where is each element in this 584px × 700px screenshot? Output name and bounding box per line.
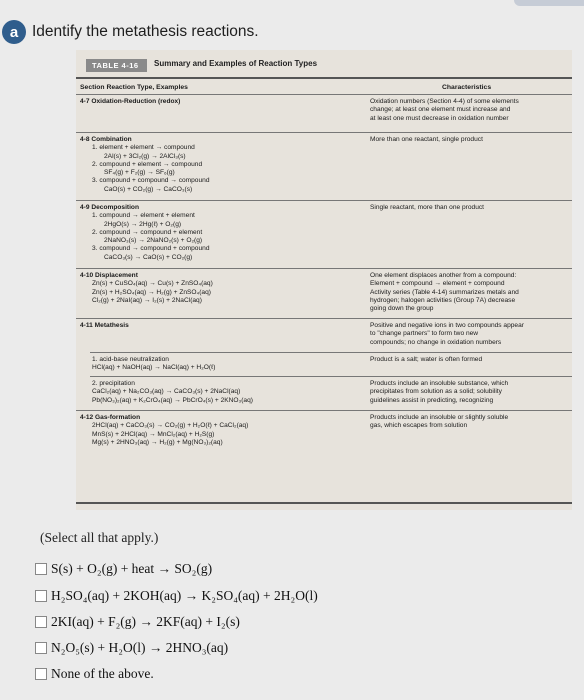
- table-header-left: Section Reaction Type, Examples: [80, 84, 188, 91]
- section-note: at least one must decrease in oxidation number: [370, 114, 509, 122]
- section-line: Zn(s) + CuSO₄(aq) → Cu(s) + ZnSO₄(aq): [92, 280, 213, 288]
- section-note: going down the group: [370, 305, 434, 313]
- section-line: 4-7 Oxidation-Reduction (redox): [80, 98, 181, 105]
- section-line: Mg(s) + 2HNO₃(aq) → H₂(g) + Mg(NO₃)₂(aq): [92, 438, 223, 446]
- section-divider: [76, 268, 572, 269]
- section-line: 4-11 Metathesis: [80, 322, 129, 329]
- section-note: to "change partners" to form two new: [370, 330, 479, 338]
- option-label: None of the above.: [51, 666, 154, 681]
- section-line: 3. compound → compound + compound: [92, 245, 210, 253]
- select-all-instruction: (Select all that apply.): [40, 530, 159, 545]
- question-text: Identify the metathesis reactions.: [32, 23, 259, 40]
- section-divider: [76, 132, 572, 133]
- section-note: Single reactant, more than one product: [370, 204, 484, 211]
- option-label: N₂O₅(s) + H₂O(l) → 2HNO₃(aq): [51, 640, 229, 655]
- answer-option-3[interactable]: [35, 614, 240, 630]
- section-note: gas, which escapes from solution: [370, 422, 468, 430]
- section-note: Product is a salt; water is often formed: [370, 356, 483, 363]
- header-divider: [76, 94, 572, 95]
- table-bottom-rule: [76, 502, 572, 504]
- section-note: Oxidation numbers (Section 4-4) of some elements: [370, 98, 519, 105]
- answer-option-5[interactable]: [35, 666, 154, 682]
- checkbox[interactable]: [35, 563, 47, 575]
- section-note: One element displaces another from a compound:: [370, 272, 517, 279]
- answer-option-4[interactable]: [35, 640, 228, 656]
- section-note: More than one reactant, single product: [370, 136, 483, 143]
- checkbox[interactable]: [35, 668, 47, 680]
- section-line: 1. acid-base neutralization: [92, 356, 169, 363]
- option-label: S(s) + O₂(g) + heat → SO₂(g): [51, 561, 213, 576]
- section-line: 3. compound + compound → compound: [92, 177, 210, 185]
- answer-option-1[interactable]: [35, 561, 212, 577]
- section-line: Cl₂(g) + 2NaI(aq) → I₂(s) + 2NaCl(aq): [92, 296, 202, 304]
- section-line: 2. compound → compound + element: [92, 228, 203, 236]
- top-bar: [0, 0, 584, 10]
- section-line: 2HgO(s) → 2Hg(ℓ) + O₂(g): [104, 220, 182, 228]
- checkbox[interactable]: [35, 590, 47, 602]
- table-label: TABLE 4-16: [86, 59, 147, 72]
- section-note: precipitates from solution as a solid; solubility: [370, 388, 502, 396]
- section-line: 2Al(s) + 3Cl₂(g) → 2AlCl₃(s): [104, 152, 186, 160]
- section-note: Products include an insoluble substance, which: [370, 380, 509, 387]
- question-header: [2, 20, 259, 44]
- question-part-badge: a: [2, 20, 26, 44]
- section-note: guidelines assist in predicting, recognizing: [370, 396, 494, 404]
- section-divider: [90, 376, 572, 377]
- top-bar-accent: [514, 0, 584, 6]
- section-line: SF₄(g) + F₂(g) → SF₆(g): [104, 169, 175, 177]
- section-line: Zn(s) + H₂SO₄(aq) → H₂(g) + ZnSO₄(aq): [92, 288, 211, 296]
- section-divider: [76, 318, 572, 319]
- section-note: compounds; no change in oxidation numbers: [370, 338, 502, 346]
- section-line: 4-9 Decomposition: [80, 204, 139, 211]
- section-line: 2. compound + element → compound: [92, 160, 203, 168]
- section-divider: [90, 352, 572, 353]
- section-line: CaCl₂(aq) + Na₂CO₃(aq) → CaCO₃(s) + 2NaCl(aq): [92, 388, 241, 396]
- section-divider: [76, 200, 572, 201]
- section-note: Products include an insoluble or slightly soluble: [370, 414, 509, 421]
- section-line: Pb(NO₃)₂(aq) + K₂CrO₄(aq) → PbCrO₄(s) + 2KNO₃(aq): [92, 396, 253, 404]
- section-note: Positive and negative ions in two compounds appear: [370, 322, 524, 329]
- section-note: hydrogen; halogen activities (Group 7A) decrease: [370, 296, 516, 304]
- section-line: 2. precipitation: [92, 380, 135, 387]
- section-line: 2HCl(aq) + CaCO₃(s) → CO₂(g) + H₂O(ℓ) + CaCl₂(aq): [92, 422, 249, 430]
- section-line: 2NaNO₃(s) → 2NaNO₂(s) + O₂(g): [104, 237, 203, 245]
- checkbox[interactable]: [35, 642, 47, 654]
- section-line: MnS(s) + 2HCl(aq) → MnCl₂(aq) + H₂S(g): [92, 430, 215, 438]
- section-divider: [76, 410, 572, 411]
- section-note: Element + compound → element + compound: [370, 280, 505, 288]
- section-note: change; at least one element must increase and: [370, 106, 511, 114]
- section-line: 1. compound → element + element: [92, 212, 195, 220]
- table-title: Summary and Examples of Reaction Types: [154, 59, 318, 68]
- section-line: 4-10 Displacement: [80, 272, 138, 279]
- section-line: CaCO₃(s) → CaO(s) + CO₂(g): [104, 253, 193, 261]
- section-line: 4-12 Gas-formation: [80, 414, 141, 421]
- section-line: 1. element + element → compound: [92, 144, 195, 152]
- section-line: HCl(aq) + NaOH(aq) → NaCl(aq) + H₂O(ℓ): [92, 364, 216, 372]
- section-note: Activity series (Table 4-14) summarizes metals and: [370, 288, 519, 296]
- checkbox[interactable]: [35, 616, 47, 628]
- table-top-rule: [76, 77, 572, 79]
- section-line: 4-8 Combination: [80, 136, 132, 143]
- reaction-types-table-image: [76, 50, 572, 510]
- option-label: H₂SO₄(aq) + 2KOH(aq) → K₂SO₄(aq) + 2H₂O(l): [51, 588, 318, 603]
- section-line: CaO(s) + CO₂(g) → CaCO₃(s): [104, 185, 193, 193]
- answer-option-2[interactable]: [35, 588, 318, 604]
- option-label: 2KI(aq) + F₂(g) → 2KF(aq) + I₂(s): [51, 614, 240, 629]
- table-header-right: Characteristics: [442, 84, 492, 91]
